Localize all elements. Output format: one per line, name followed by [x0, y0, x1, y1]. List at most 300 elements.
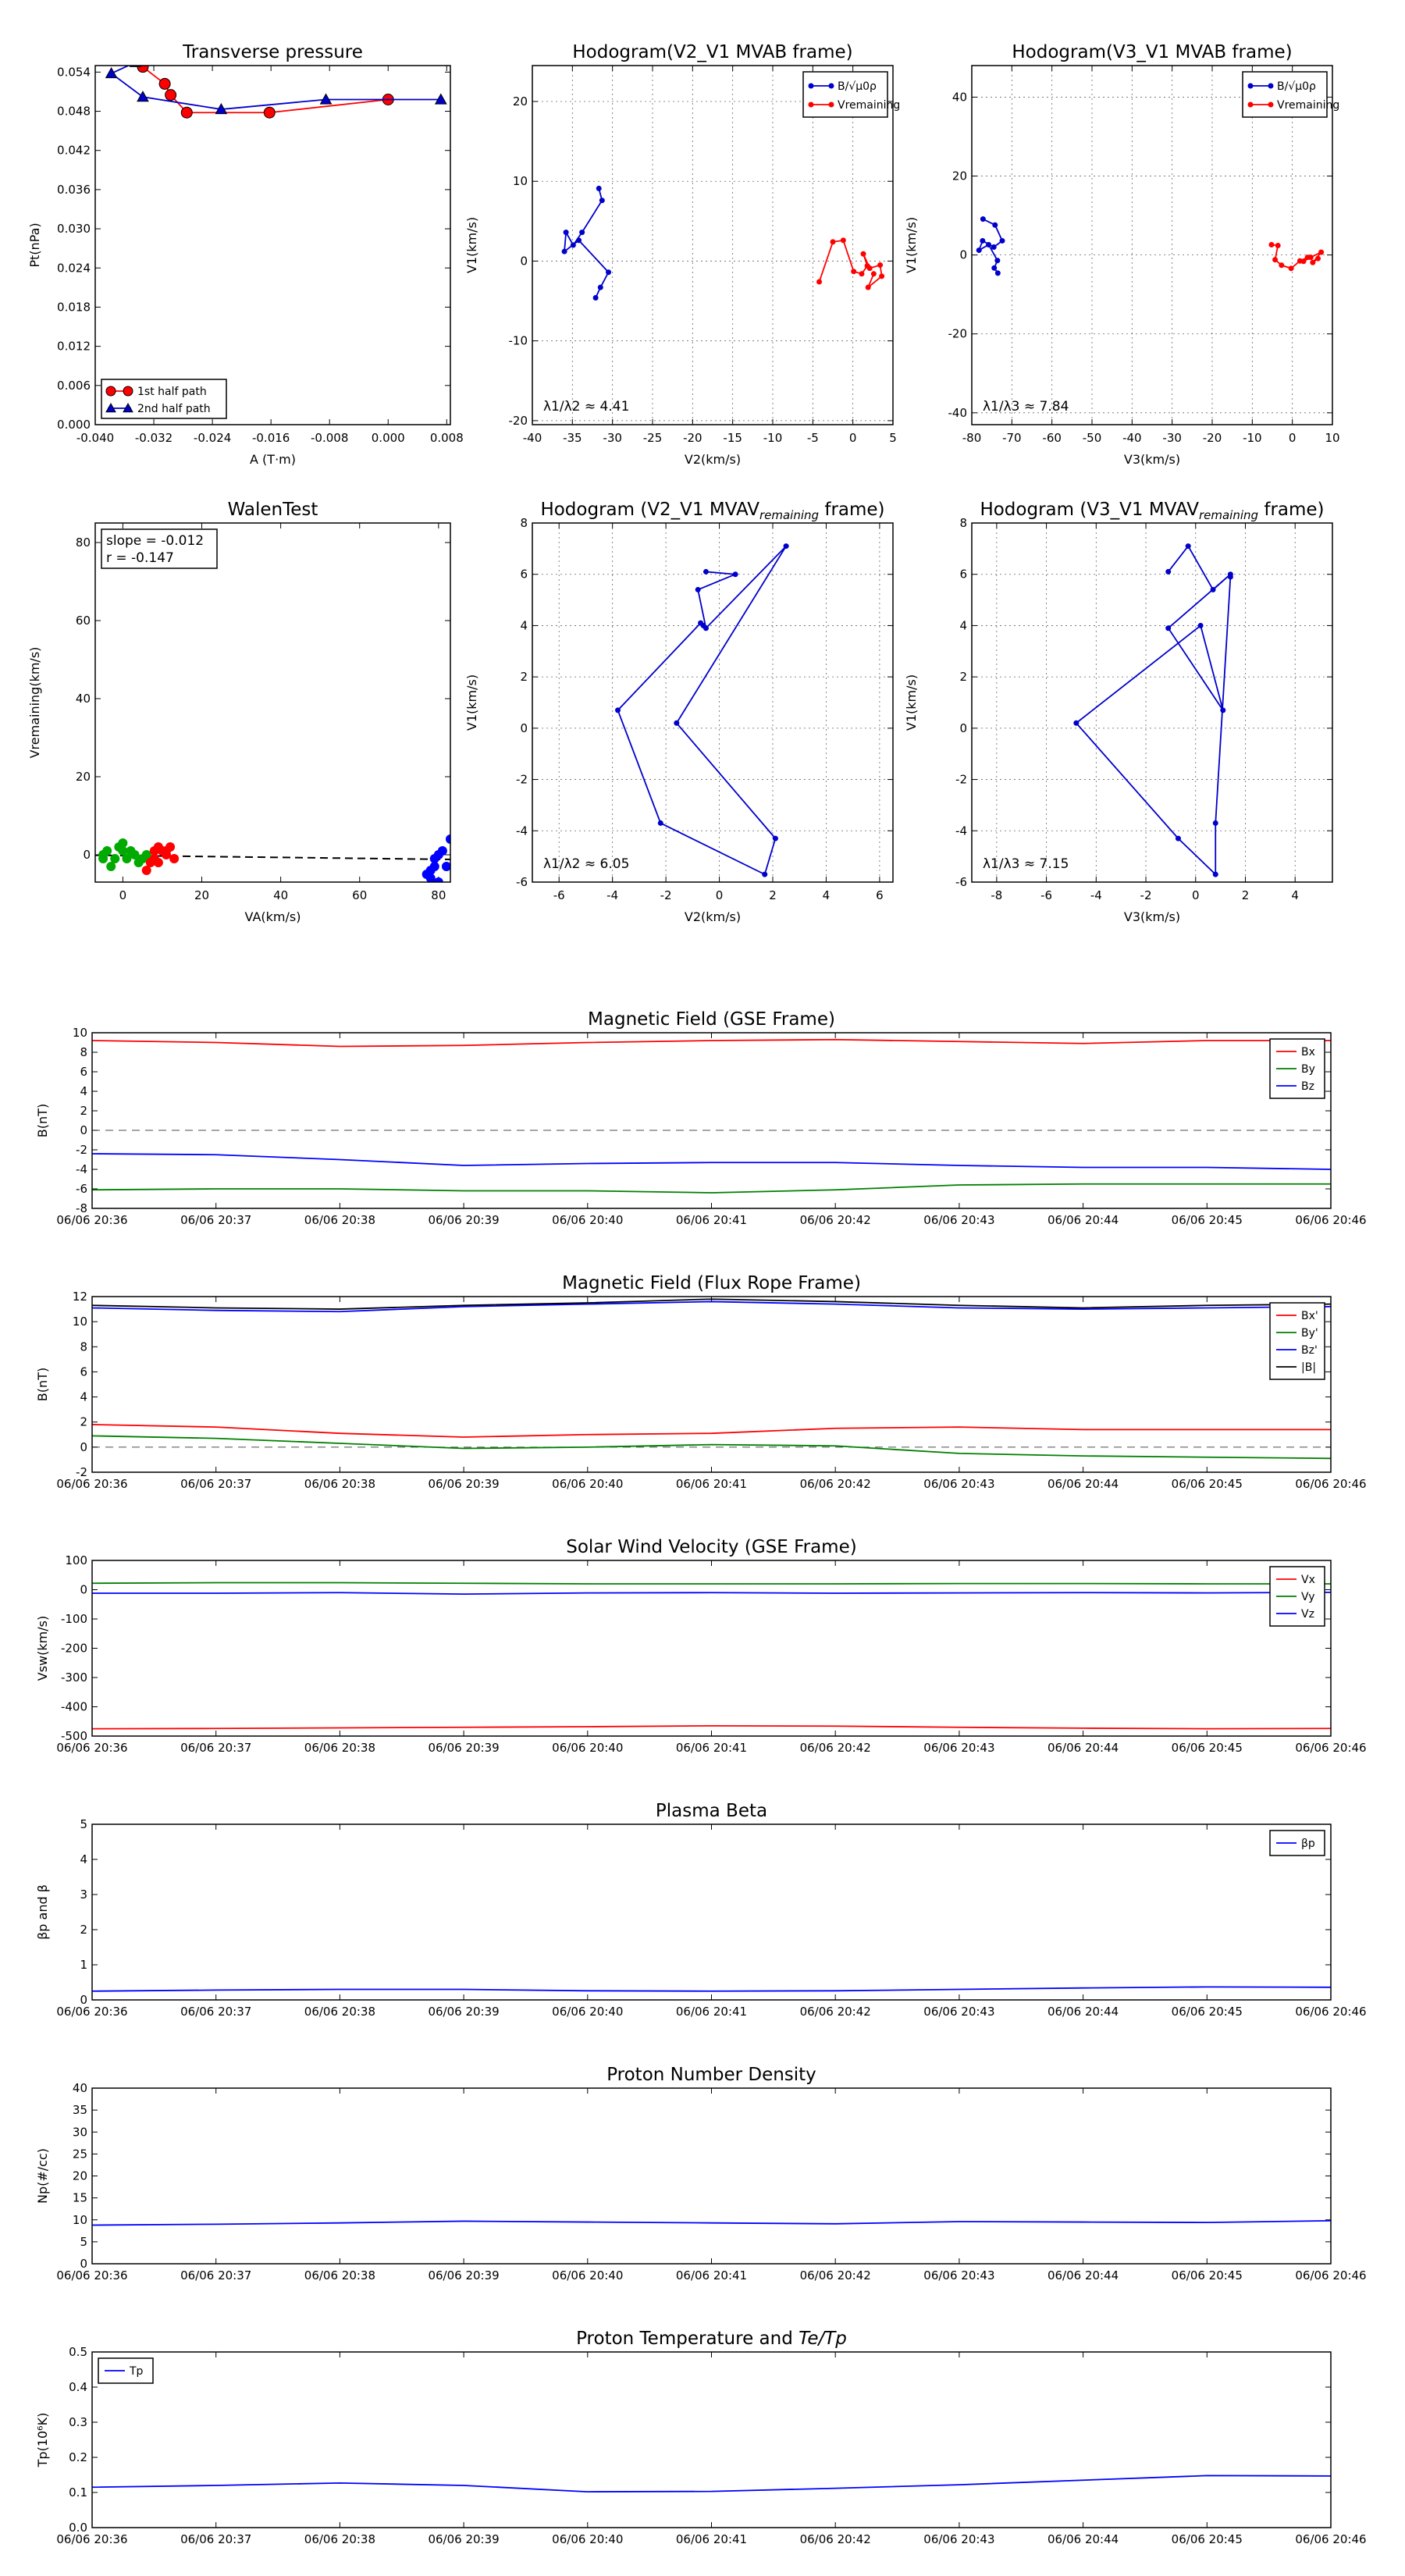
- data-point: [701, 623, 706, 628]
- x-tick-label: -0.016: [251, 431, 290, 445]
- x-tick-label: 0.008: [429, 431, 464, 445]
- legend-label: B/√μ0ρ: [838, 80, 877, 93]
- x-tick-label: 0: [1191, 888, 1200, 902]
- x-tick-label: 80: [431, 888, 446, 902]
- series-line: [820, 240, 882, 287]
- data-point: [995, 270, 1001, 276]
- x-tick-label: -20: [683, 431, 702, 445]
- data-point: [1211, 587, 1216, 592]
- data-point: [976, 247, 982, 253]
- series-line: [92, 1987, 1331, 1991]
- y-tick-label: -6: [955, 875, 967, 889]
- y-tick-label: -2: [76, 1465, 87, 1479]
- x-tick-label: 06/06 20:37: [180, 2005, 252, 2019]
- x-tick-label: 06/06 20:41: [675, 2005, 748, 2019]
- chart-title: Plasma Beta: [655, 1801, 768, 1821]
- chart-sw: [35, 1537, 1367, 1755]
- y-tick-label: 40: [75, 692, 91, 706]
- data-point: [986, 242, 991, 247]
- y-tick-label: 40: [72, 2081, 87, 2095]
- x-tick-label: 06/06 20:46: [1295, 2005, 1367, 2019]
- chart-mffr: [35, 1273, 1367, 1491]
- x-tick-label: -2: [1140, 888, 1152, 902]
- x-tick-label: 06/06 20:46: [1295, 1477, 1367, 1491]
- data-point: [1315, 256, 1321, 262]
- series-line: [92, 1154, 1331, 1169]
- chart-tp2: [35, 2329, 1367, 2546]
- title-subscript: remaining: [759, 508, 820, 522]
- chart-title: [980, 500, 1324, 522]
- axes-frame: [92, 1297, 1331, 1472]
- data-point: [1308, 254, 1314, 260]
- y-tick-label: 100: [65, 1553, 87, 1567]
- x-tick-label: 6: [876, 888, 884, 902]
- x-tick-label: 06/06 20:39: [428, 1477, 500, 1491]
- data-point: [1272, 257, 1278, 262]
- data-point: [576, 237, 582, 243]
- x-tick-label: 0.000: [371, 431, 405, 445]
- data-point: [562, 249, 567, 254]
- title-part: frame): [1258, 500, 1325, 520]
- data-point: [599, 197, 605, 203]
- y-tick-label: -8: [76, 1201, 87, 1215]
- stats-line: slope = -0.012: [106, 533, 205, 549]
- axes-frame: [95, 523, 450, 882]
- y-tick-label: 0: [83, 848, 91, 862]
- x-tick-label: 06/06 20:44: [1047, 1741, 1119, 1755]
- x-tick-label: 2: [769, 888, 777, 902]
- x-tick-label: 60: [352, 888, 368, 902]
- y-tick-label: 0: [80, 1993, 87, 2007]
- data-point: [867, 265, 873, 271]
- data-point: [1268, 84, 1274, 89]
- legend-label: |B|: [1301, 1361, 1317, 1374]
- y-tick-label: 0.012: [57, 339, 91, 354]
- y-tick-label: 0.048: [57, 104, 91, 119]
- data-point: [118, 846, 127, 856]
- x-tick-label: 06/06 20:44: [1047, 1213, 1119, 1227]
- y-tick-label: 6: [80, 1065, 87, 1079]
- y-axis-label: Np(#/cc): [35, 2148, 50, 2204]
- y-axis-label: B(nT): [35, 1103, 50, 1138]
- data-point: [438, 846, 447, 856]
- x-tick-label: 06/06 20:36: [56, 2532, 128, 2546]
- x-axis-label: A (T·m): [250, 452, 296, 467]
- chart-tp: [27, 42, 464, 467]
- x-tick-label: 5: [889, 431, 897, 445]
- data-point: [593, 295, 599, 301]
- x-tick-label: -20: [1202, 431, 1222, 445]
- series-line: [92, 1726, 1331, 1729]
- y-tick-label: 0: [80, 2257, 87, 2271]
- chart-title: Solar Wind Velocity (GSE Frame): [566, 1537, 857, 1557]
- x-tick-label: 06/06 20:42: [799, 1213, 871, 1227]
- y-tick-label: 0.024: [57, 261, 91, 276]
- chart-title: Magnetic Field (Flux Rope Frame): [562, 1273, 861, 1293]
- data-point: [169, 854, 179, 863]
- y-tick-label: 4: [520, 618, 528, 633]
- y-tick-label: -2: [516, 772, 528, 787]
- x-tick-label: 06/06 20:45: [1171, 1741, 1243, 1755]
- data-point: [1228, 575, 1233, 580]
- y-tick-label: 20: [951, 169, 967, 183]
- y-tick-label: 0.000: [57, 418, 91, 432]
- x-tick-label: -35: [563, 431, 582, 445]
- data-point: [181, 107, 192, 118]
- data-point: [733, 571, 738, 577]
- series-line: [92, 1592, 1331, 1594]
- x-tick-label: -40: [522, 431, 542, 445]
- data-point: [1248, 102, 1254, 108]
- y-tick-label: 0: [80, 1123, 87, 1137]
- y-tick-label: -6: [76, 1182, 87, 1196]
- y-tick-label: 0.4: [69, 2380, 87, 2394]
- y-tick-label: 0.006: [57, 378, 91, 393]
- x-tick-label: 06/06 20:44: [1047, 2268, 1119, 2282]
- legend-label: Bz: [1301, 1080, 1314, 1093]
- data-point: [695, 587, 701, 592]
- data-point: [150, 846, 159, 856]
- data-point: [1000, 238, 1005, 244]
- x-tick-label: 06/06 20:41: [675, 2268, 748, 2282]
- x-tick-label: -40: [1122, 431, 1142, 445]
- chart-mf: [35, 1009, 1367, 1227]
- data-point: [165, 90, 176, 101]
- x-tick-label: 06/06 20:37: [180, 1741, 252, 1755]
- data-point: [1275, 243, 1281, 248]
- legend-label: By: [1301, 1063, 1315, 1076]
- x-tick-label: 06/06 20:42: [799, 2532, 871, 2546]
- series-line: [618, 546, 787, 875]
- axes-frame: [532, 66, 893, 425]
- y-tick-label: 0.030: [57, 222, 91, 237]
- plot-area: [615, 543, 789, 877]
- data-point: [829, 84, 834, 89]
- x-tick-label: -6: [1040, 888, 1053, 902]
- y-tick-label: 40: [951, 90, 967, 105]
- x-tick-label: -0.008: [311, 431, 349, 445]
- legend-label: βp: [1301, 1838, 1315, 1850]
- data-point: [264, 107, 275, 118]
- series-line: [92, 1184, 1331, 1193]
- x-tick-label: 0: [848, 431, 857, 445]
- legend-label: Tp: [130, 2365, 144, 2378]
- title-subscript: remaining: [1198, 508, 1259, 522]
- y-tick-label: -4: [516, 824, 528, 838]
- x-tick-label: 06/06 20:39: [428, 2532, 500, 2546]
- data-point: [1186, 543, 1191, 549]
- x-tick-label: 06/06 20:40: [552, 2532, 624, 2546]
- x-tick-label: 20: [194, 888, 210, 902]
- data-point: [1213, 820, 1218, 826]
- x-tick-label: -6: [553, 888, 565, 902]
- series-line: [564, 188, 608, 297]
- x-axis-label: VA(km/s): [244, 909, 301, 924]
- data-point: [615, 707, 621, 713]
- data-point: [991, 265, 997, 271]
- data-point: [571, 243, 576, 248]
- x-tick-label: 06/06 20:40: [552, 2005, 624, 2019]
- x-tick-label: 06/06 20:40: [552, 2268, 624, 2282]
- x-tick-label: 06/06 20:43: [923, 1213, 995, 1227]
- x-tick-label: 06/06 20:37: [180, 1477, 252, 1491]
- x-tick-label: -0.032: [134, 431, 173, 445]
- y-tick-label: 4: [80, 1852, 87, 1866]
- y-axis-label: V1(km/s): [464, 674, 479, 731]
- data-point: [137, 91, 148, 101]
- x-tick-label: 06/06 20:40: [552, 1741, 624, 1755]
- data-point: [658, 820, 663, 826]
- y-tick-label: 2: [520, 670, 528, 685]
- y-tick-label: 8: [520, 516, 528, 530]
- y-axis-label: B(nT): [35, 1367, 50, 1402]
- chart-title: Transverse pressure: [183, 42, 363, 62]
- legend-label: By': [1301, 1327, 1318, 1340]
- title-part: frame): [819, 500, 885, 520]
- y-tick-label: 0.018: [57, 300, 91, 315]
- x-tick-label: 06/06 20:38: [304, 1213, 376, 1227]
- data-point: [1213, 872, 1218, 877]
- data-point: [674, 720, 679, 726]
- x-tick-label: -70: [1002, 431, 1022, 445]
- chart-np: [35, 2065, 1367, 2282]
- x-tick-label: 06/06 20:41: [675, 1213, 748, 1227]
- y-tick-label: 0: [959, 247, 967, 262]
- y-tick-label: -400: [60, 1699, 87, 1714]
- series-line: [92, 1583, 1331, 1585]
- y-tick-label: 12: [72, 1290, 87, 1304]
- x-tick-label: -25: [642, 431, 663, 445]
- y-tick-label: -4: [955, 824, 967, 838]
- x-tick-label: 06/06 20:36: [56, 2268, 128, 2282]
- x-tick-label: 06/06 20:39: [428, 1741, 500, 1755]
- data-point: [816, 279, 822, 285]
- eigenvalue-ratio-label: λ1/λ2 ≈ 4.41: [543, 399, 630, 415]
- x-tick-label: 0: [119, 888, 127, 902]
- data-point: [1176, 836, 1181, 841]
- data-point: [1073, 720, 1079, 726]
- y-axis-label: V1(km/s): [464, 216, 479, 274]
- x-tick-label: 0: [1288, 431, 1297, 445]
- data-point: [162, 846, 171, 856]
- data-point: [579, 229, 585, 235]
- y-tick-label: -2: [955, 772, 967, 787]
- chart-title: Magnetic Field (GSE Frame): [588, 1009, 835, 1030]
- x-tick-label: 06/06 20:46: [1295, 2268, 1367, 2282]
- chart-hod1: [464, 42, 900, 467]
- x-tick-label: -60: [1042, 431, 1062, 445]
- data-point: [564, 229, 569, 235]
- eigenvalue-ratio-label: λ1/λ3 ≈ 7.84: [983, 399, 1069, 415]
- y-tick-label: 60: [75, 614, 91, 628]
- x-tick-label: 06/06 20:46: [1295, 2532, 1367, 2546]
- chart-hod3: [464, 500, 893, 924]
- y-tick-label: 80: [75, 535, 91, 550]
- x-tick-label: 06/06 20:45: [1171, 2005, 1243, 2019]
- x-tick-label: 4: [822, 888, 831, 902]
- x-tick-label: 06/06 20:45: [1171, 2268, 1243, 2282]
- chart-hod4: [904, 500, 1332, 924]
- x-axis-label: V3(km/s): [1123, 909, 1181, 924]
- plot-area: [562, 186, 885, 301]
- series-line: [92, 2475, 1331, 2492]
- axes-frame: [972, 523, 1332, 882]
- data-point: [1268, 242, 1274, 247]
- x-tick-label: -4: [606, 888, 619, 902]
- data-point: [596, 186, 602, 191]
- x-tick-label: -10: [763, 431, 783, 445]
- y-tick-label: 5: [80, 2234, 87, 2249]
- data-point: [1220, 707, 1225, 713]
- y-tick-label: 0.3: [69, 2415, 87, 2429]
- y-tick-label: 10: [72, 2212, 87, 2227]
- y-tick-label: -200: [60, 1641, 87, 1656]
- data-point: [1198, 623, 1204, 628]
- y-tick-label: 2: [80, 1923, 87, 1937]
- x-tick-label: 06/06 20:37: [180, 2268, 252, 2282]
- y-tick-label: 2: [959, 670, 967, 685]
- axes-frame: [532, 523, 893, 882]
- x-tick-label: 06/06 20:36: [56, 2005, 128, 2019]
- y-tick-label: 0: [80, 1582, 87, 1597]
- data-point: [430, 854, 439, 863]
- data-point: [877, 262, 883, 268]
- y-tick-label: 20: [72, 2169, 87, 2183]
- data-point: [992, 222, 998, 228]
- x-tick-label: -80: [962, 431, 982, 445]
- y-tick-label: -4: [76, 1162, 87, 1176]
- y-tick-label: 6: [959, 567, 967, 582]
- data-point: [154, 858, 163, 867]
- y-tick-label: 2: [80, 1104, 87, 1118]
- y-tick-label: 10: [512, 174, 528, 189]
- x-tick-label: -10: [1243, 431, 1262, 445]
- y-tick-label: -6: [516, 875, 528, 889]
- x-tick-label: 06/06 20:40: [552, 1213, 624, 1227]
- data-point: [426, 866, 436, 875]
- data-point: [1165, 625, 1171, 631]
- x-tick-label: 06/06 20:38: [304, 2532, 376, 2546]
- x-tick-label: 06/06 20:43: [923, 2532, 995, 2546]
- legend-label: Bx': [1301, 1310, 1318, 1322]
- plot-area: [1073, 543, 1233, 877]
- data-point: [991, 244, 997, 250]
- data-point: [829, 102, 834, 108]
- data-point: [123, 386, 133, 396]
- data-point: [598, 285, 603, 290]
- y-tick-label: 0.5: [69, 2345, 87, 2359]
- x-tick-label: 06/06 20:42: [799, 1741, 871, 1755]
- y-tick-label: 8: [80, 1340, 87, 1354]
- y-tick-label: 8: [80, 1045, 87, 1059]
- x-tick-label: 06/06 20:46: [1295, 1213, 1367, 1227]
- data-point: [762, 872, 767, 877]
- axes-frame: [92, 2088, 1331, 2264]
- x-tick-label: 06/06 20:40: [552, 1477, 624, 1491]
- y-tick-label: 4: [80, 1389, 87, 1404]
- legend-label: Bx: [1301, 1046, 1315, 1059]
- data-point: [442, 862, 451, 871]
- y-tick-label: 15: [72, 2190, 87, 2205]
- eigenvalue-ratio-label: λ1/λ3 ≈ 7.15: [983, 856, 1069, 872]
- y-tick-label: 5: [80, 1817, 87, 1831]
- stats-line: r = -0.147: [106, 550, 174, 566]
- data-point: [879, 273, 884, 279]
- y-axis-label: V1(km/s): [904, 216, 919, 274]
- x-tick-label: 06/06 20:43: [923, 1741, 995, 1755]
- legend-label: 2nd half path: [137, 403, 211, 415]
- data-point: [98, 850, 108, 859]
- x-tick-label: 06/06 20:42: [799, 2268, 871, 2282]
- x-tick-label: 06/06 20:36: [56, 1741, 128, 1755]
- plot-area: [976, 216, 1324, 276]
- data-point: [841, 237, 846, 243]
- data-point: [110, 854, 119, 863]
- x-tick-label: -30: [603, 431, 622, 445]
- axes-frame: [95, 66, 450, 425]
- y-tick-label: 6: [80, 1364, 87, 1379]
- y-tick-label: 20: [75, 770, 91, 784]
- data-point: [1301, 258, 1307, 264]
- data-point: [1165, 569, 1171, 575]
- x-tick-label: 06/06 20:42: [799, 1477, 871, 1491]
- y-tick-label: 2: [80, 1414, 87, 1429]
- data-point: [980, 238, 985, 244]
- x-tick-label: 06/06 20:38: [304, 1477, 376, 1491]
- data-point: [703, 569, 709, 575]
- x-tick-label: 06/06 20:43: [923, 2005, 995, 2019]
- data-point: [1268, 102, 1274, 108]
- x-tick-label: 06/06 20:36: [56, 1213, 128, 1227]
- chart-title: [540, 500, 884, 522]
- data-point: [994, 258, 1000, 263]
- y-tick-label: 10: [72, 1026, 87, 1040]
- legend-label: Vremaining: [838, 99, 901, 112]
- y-tick-label: 0.2: [69, 2450, 87, 2464]
- x-tick-label: 06/06 20:38: [304, 1741, 376, 1755]
- plot-area: [95, 834, 455, 887]
- y-tick-label: 0: [80, 1439, 87, 1454]
- y-tick-label: -2: [76, 1143, 87, 1157]
- data-point: [1318, 250, 1324, 255]
- data-point: [784, 543, 789, 549]
- axes-frame: [92, 2352, 1331, 2528]
- y-tick-label: -100: [60, 1612, 87, 1626]
- x-tick-label: 06/06 20:42: [799, 2005, 871, 2019]
- x-tick-label: 06/06 20:43: [923, 1477, 995, 1491]
- x-tick-label: 06/06 20:44: [1047, 1477, 1119, 1491]
- data-point: [1279, 262, 1284, 268]
- data-point: [773, 836, 778, 841]
- data-point: [106, 386, 116, 396]
- x-tick-label: -2: [660, 888, 672, 902]
- x-tick-label: 06/06 20:37: [180, 1213, 252, 1227]
- series-line: [92, 1040, 1331, 1047]
- y-axis-label: Vsw(km/s): [35, 1615, 50, 1681]
- chart-title: Proton Number Density: [606, 2065, 816, 2085]
- chart-title: Hodogram(V2_V1 MVAB frame): [572, 42, 853, 62]
- data-point: [871, 271, 877, 276]
- data-point: [159, 78, 170, 89]
- data-point: [809, 84, 814, 89]
- chart-title: WalenTest: [227, 500, 318, 520]
- data-point: [106, 68, 117, 78]
- y-tick-label: 0.0: [69, 2521, 87, 2535]
- y-tick-label: 0: [520, 720, 528, 735]
- legend-label: 1st half path: [137, 386, 207, 398]
- chart-title: Hodogram(V3_V1 MVAB frame): [1012, 42, 1293, 62]
- data-point: [1289, 265, 1294, 271]
